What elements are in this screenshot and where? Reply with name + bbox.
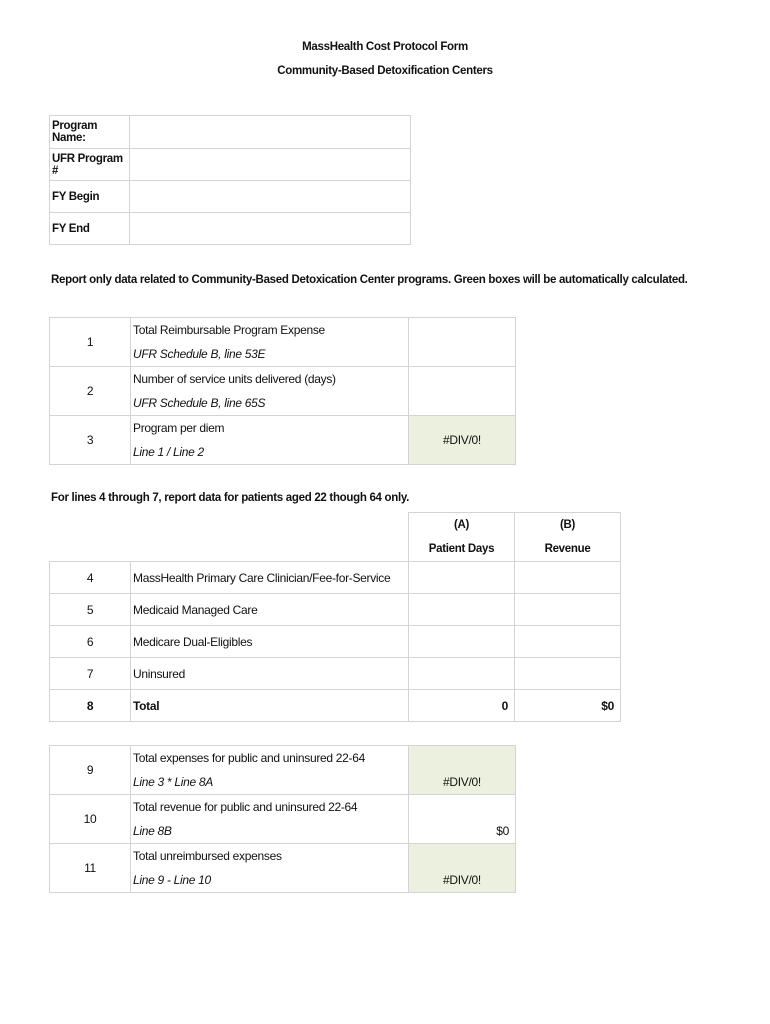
line-11-calculated-value: #DIV/0! (409, 844, 516, 893)
line-2-value-input[interactable] (409, 367, 516, 416)
line-description: Uninsured (131, 658, 409, 690)
line-6-patient-days-input[interactable] (409, 626, 515, 658)
line-description: Medicaid Managed Care (131, 594, 409, 626)
line-description (131, 416, 409, 465)
line-6-revenue-input[interactable] (515, 626, 621, 658)
line-description (131, 844, 409, 893)
line-desc-text: Total expenses for public and uninsured 22-64 (133, 751, 365, 765)
table-row (50, 626, 621, 658)
line-4-revenue-input[interactable] (515, 562, 621, 594)
section1-table (49, 317, 516, 465)
col-a-letter: (A) (453, 519, 470, 531)
line-number: 10 (50, 795, 131, 844)
ufr-program-input[interactable] (130, 149, 411, 181)
line-source-text: Line 8B (133, 824, 172, 838)
program-name-input[interactable] (130, 116, 411, 149)
col-b-letter: (B) (559, 519, 576, 531)
line-number: 7 (50, 658, 131, 690)
line-source-text: UFR Schedule B, line 65S (133, 396, 266, 410)
line-number: 6 (50, 626, 131, 658)
section2-note: For lines 4 through 7, report data for patients aged 22 though 64 only. (51, 492, 410, 504)
header-spacer (50, 513, 131, 562)
line-5-patient-days-input[interactable] (409, 594, 515, 626)
col-a-header (409, 513, 515, 562)
line-3-calculated-value: #DIV/0! (409, 416, 516, 465)
line-source-text: Line 1 / Line 2 (133, 445, 204, 459)
line-number: 5 (50, 594, 131, 626)
line-9-calculated-value: #DIV/0! (409, 746, 516, 795)
table-row (50, 795, 516, 844)
line-description: Medicare Dual-Eligibles (131, 626, 409, 658)
line-4-patient-days-input[interactable] (409, 562, 515, 594)
col-a-label: Patient Days (428, 543, 495, 555)
line-desc-text: Number of service units delivered (days) (133, 372, 336, 386)
line-description: Total (131, 690, 409, 722)
line-7-revenue-input[interactable] (515, 658, 621, 690)
fy-begin-input[interactable] (130, 181, 411, 213)
line-number: 8 (50, 690, 131, 722)
line-desc-text: Program per diem (133, 421, 225, 435)
total-row (50, 690, 621, 722)
line-1-value-input[interactable] (409, 318, 516, 367)
table-row (50, 746, 516, 795)
table-row (50, 658, 621, 690)
table-row (50, 844, 516, 893)
instructions-text: Report only data related to Community-Based Detoxication Center programs. Green boxes will be automatically calculated. (51, 274, 688, 286)
table-row (50, 416, 516, 465)
line-number: 1 (50, 318, 131, 367)
table-row (50, 562, 621, 594)
line-source-text: UFR Schedule B, line 53E (133, 347, 266, 361)
line-description: MassHealth Primary Care Clinician/Fee-for-Service (131, 562, 409, 594)
form-subtitle: Community-Based Detoxification Centers (277, 65, 493, 77)
line-number: 9 (50, 746, 131, 795)
program-name-label: Program Name: (50, 116, 130, 149)
line-7-patient-days-input[interactable] (409, 658, 515, 690)
col-b-header (515, 513, 621, 562)
ufr-program-label: UFR Program # (50, 149, 130, 181)
line-number: 11 (50, 844, 131, 893)
program-info-table (49, 115, 411, 245)
form-title: MassHealth Cost Protocol Form (302, 41, 468, 53)
section3-table (49, 745, 516, 893)
line-description (131, 367, 409, 416)
section2-header-row (50, 513, 621, 562)
col-b-label: Revenue (544, 543, 591, 555)
total-patient-days-value: 0 (409, 690, 515, 722)
header-spacer (131, 513, 409, 562)
table-row (50, 318, 516, 367)
line-source-text: Line 3 * Line 8A (133, 775, 213, 789)
fy-begin-label: FY Begin (50, 181, 130, 213)
line-desc-text: Total revenue for public and uninsured 22-64 (133, 800, 358, 814)
line-10-value: $0 (409, 795, 516, 844)
line-desc-text: Total unreimbursed expenses (133, 849, 282, 863)
fy-end-input[interactable] (130, 213, 411, 245)
line-description (131, 746, 409, 795)
line-number: 2 (50, 367, 131, 416)
fy-end-label: FY End (50, 213, 130, 245)
total-revenue-value: $0 (515, 690, 621, 722)
line-5-revenue-input[interactable] (515, 594, 621, 626)
line-number: 3 (50, 416, 131, 465)
table-row (50, 367, 516, 416)
line-desc-text: Total Reimbursable Program Expense (133, 323, 325, 337)
line-number: 4 (50, 562, 131, 594)
line-description (131, 318, 409, 367)
line-description (131, 795, 409, 844)
section2-table (49, 512, 621, 722)
line-source-text: Line 9 - Line 10 (133, 873, 211, 887)
table-row (50, 594, 621, 626)
